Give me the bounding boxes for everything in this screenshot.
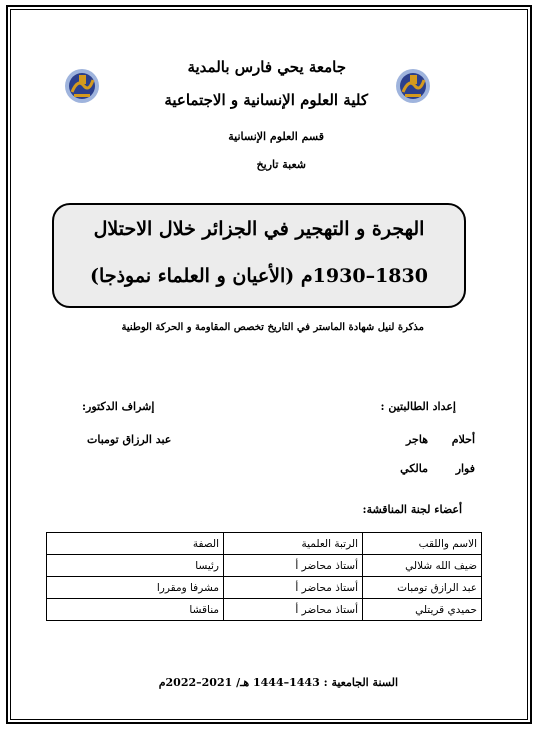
table-cell: أستاذ محاضر أ (224, 555, 363, 577)
table-cell: أستاذ محاضر أ (224, 599, 363, 621)
student2-first: فوار (455, 462, 475, 475)
thesis-title-line1: الهجرة و التهجير في الجزائر خلال الاحتلال (93, 218, 425, 240)
table-header-row (47, 533, 482, 555)
table-cell: أستاذ محاضر أ (224, 577, 363, 599)
thesis-subtitle: مذكرة لنيل شهادة الماستر في التاريخ تخصص المقاومة و الحركة الوطنية (121, 322, 424, 333)
branch-name: شعبة تاريخ (256, 158, 306, 171)
thesis-title-line2: 1830–1930م (الأعيان و العلماء نموذجا) (90, 265, 428, 287)
table-cell: مناقشا (47, 599, 224, 621)
table-header-cell: الصفة (47, 533, 224, 555)
table-cell: رئيسا (47, 555, 224, 577)
table-row (47, 577, 482, 599)
university-logo-icon (395, 68, 431, 104)
students-label: إعداد الطالبتين : (380, 400, 456, 413)
table-row (47, 599, 482, 621)
department-name: قسم العلوم الإنسانية (228, 130, 324, 143)
table-row (47, 555, 482, 577)
table-header-cell: الرتبة العلمية (224, 533, 363, 555)
table-cell: حميدي قريتلي (363, 599, 482, 621)
table-header-cell: الاسم واللقب (363, 533, 482, 555)
student1-first: أحلام (451, 433, 475, 446)
university-logo-icon (64, 68, 100, 104)
table-cell: عبد الرازق تومبات (363, 577, 482, 599)
thesis-title-box (52, 203, 466, 308)
table-cell: ضيف الله شلالي (363, 555, 482, 577)
committee-label: أعضاء لجنة المناقشة: (362, 503, 462, 516)
table-cell: مشرفا ومقررا (47, 577, 224, 599)
supervisor-name: عبد الرزاق تومبات (87, 433, 172, 446)
committee-table (46, 532, 482, 621)
supervisor-label: إشراف الدكتور: (82, 400, 155, 413)
student1-second: هاجر (405, 433, 428, 446)
university-name: جامعة يحي فارس بالمدية (187, 58, 346, 76)
academic-year: السنة الجامعية : 1443–1444 هـ/ 2021–2022م (158, 676, 398, 689)
faculty-name: كلية العلوم الإنسانية و الاجتماعية (164, 91, 368, 109)
student2-second: مالكي (400, 462, 428, 475)
